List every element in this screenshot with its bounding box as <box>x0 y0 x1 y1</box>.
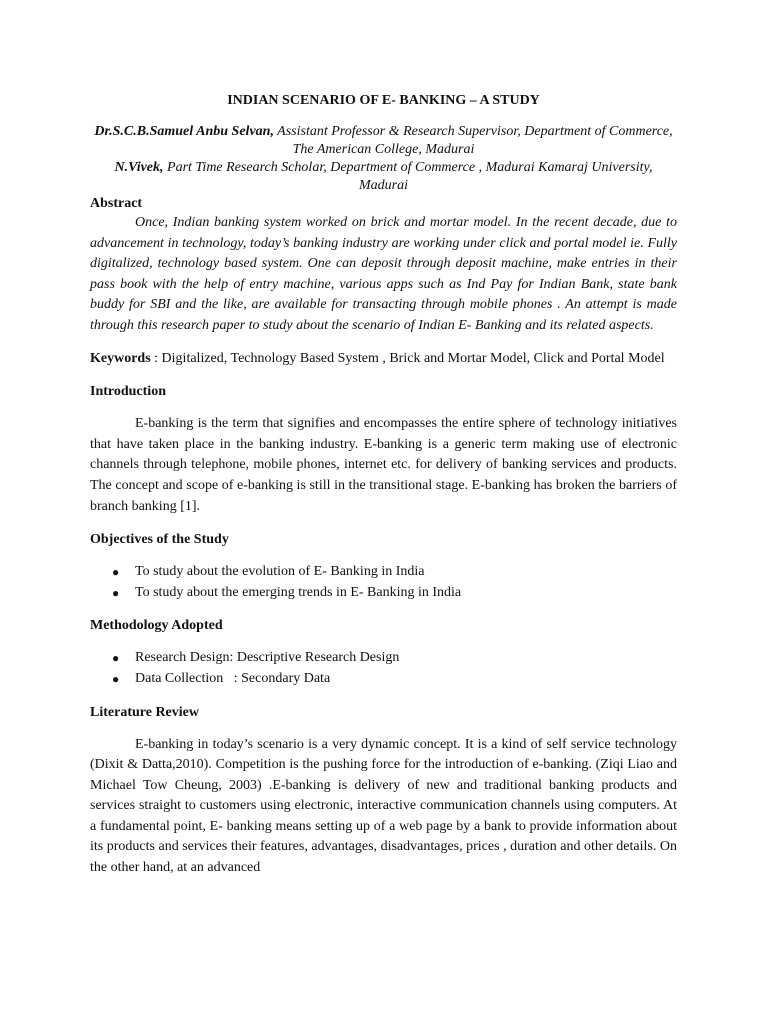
author-2 <box>90 159 677 195</box>
abstract-text: Once, Indian banking system worked on brick and mortar model. In the recent decade, due to advancement in technology, today’s banking industry are working under click and portal model ie. Fully digitalized, technology based system. One can deposit through deposit machine, make entries in their pass book with the help of entry machine, various apps such as Ind Pay for Indian Bank, state bank buddy for SBI and the like, are available for transacting through mobile phones . An attempt is made through this research paper to study about the scenario of Indian E- Banking and its related aspects. <box>90 215 677 333</box>
list-item <box>90 562 677 583</box>
literature-text: E-banking in today’s scenario is a very dynamic concept. It is a kind of self service technology (Dixit & Datta,2010). Competition is the pushing force for the introduction of e-banking. (Ziqi Liao and Michael Tow Cheung, 2003) .E-banking is delivery of new and traditional banking products and services straight to customers using electronic, interactive communication channels using computers. At a fundamental point, E- banking means setting up of a web page by a bank to provide information about its products and services their features, advantages, disadvantages, prices , duration and other details. On the other hand, at an advanced <box>90 736 677 876</box>
list-item <box>90 583 677 604</box>
list-item <box>90 669 677 690</box>
abstract-heading: Abstract <box>90 196 143 211</box>
list-item-text: To study about the evolution of E- Banking in India <box>135 564 425 580</box>
list-item-text: Research Design: Descriptive Research Design <box>135 650 400 666</box>
author-1 <box>90 123 677 159</box>
document-page <box>90 92 677 892</box>
bullet-icon: ● <box>112 565 120 580</box>
author-2-affiliation: Part Time Research Scholar, Department of Commerce , Madurai Kamaraj University, Madurai <box>163 160 653 193</box>
list-item <box>90 648 677 669</box>
paper-title: INDIAN SCENARIO OF E- BANKING – A STUDY <box>227 93 540 108</box>
objectives-heading: Objectives of the Study <box>90 532 229 548</box>
bullet-icon: ● <box>112 585 120 600</box>
objectives-list <box>90 562 677 603</box>
introduction-text: E-banking is the term that signifies and encompasses the entire sphere of technology initiatives that have taken place in the banking industry. E-banking is a generic term making use of electronic channels through telephone, mobile phones, internet etc. for delivery of banking services and products. The concept and scope of e-banking is still in the transitional stage. E-banking has broken the barriers of branch banking [1]. <box>90 416 677 514</box>
list-item-text: To study about the emerging trends in E- Banking in India <box>135 584 462 600</box>
author-2-name: N.Vivek, <box>114 160 164 175</box>
methodology-heading: Methodology Adopted <box>90 618 223 634</box>
author-1-name: Dr.S.C.B.Samuel Anbu Selvan, <box>94 124 274 139</box>
keywords-text: : Digitalized, Technology Based System , Brick and Mortar Model, Click and Portal Model <box>150 350 665 366</box>
bullet-icon: ● <box>112 651 120 666</box>
introduction-heading: Introduction <box>90 384 166 400</box>
author-1-affiliation: Assistant Professor & Research Supervisor, Department of Commerce, The American College, Madurai <box>273 124 673 157</box>
keywords <box>90 349 677 370</box>
literature-heading: Literature Review <box>90 704 199 720</box>
bullet-icon: ● <box>112 671 120 686</box>
list-item-text: Data Collection : Secondary Data <box>135 670 331 686</box>
methodology-list <box>90 648 677 689</box>
keywords-label: Keywords <box>90 350 151 366</box>
